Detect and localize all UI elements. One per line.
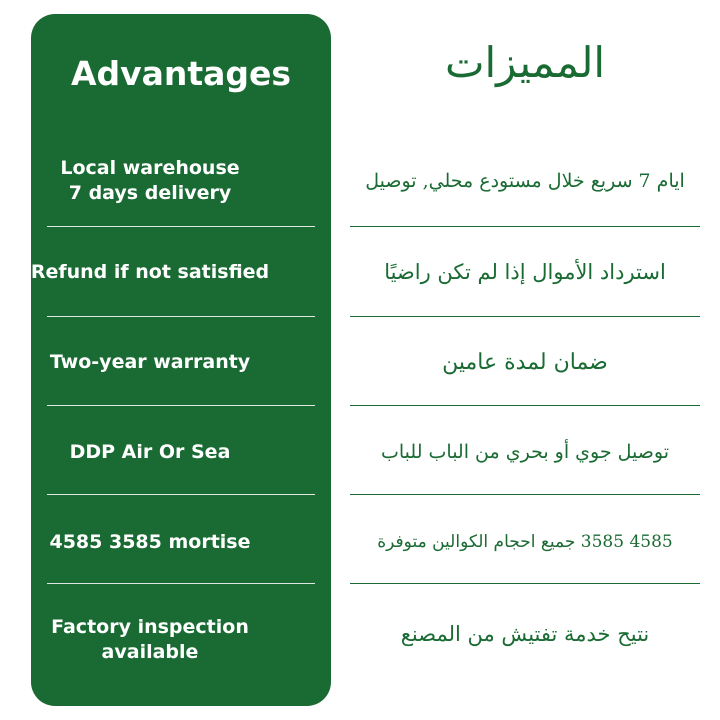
arabic-local-warehouse: ايام 7 سريع خلال مستودع محلي, توصيل — [365, 170, 685, 192]
advantages-title: Advantages — [70, 54, 292, 93]
advantage-divider — [47, 316, 315, 317]
advantage-divider — [47, 583, 315, 584]
arabic-refund: استرداد الأموال إذا لم تكن راضيًا — [384, 260, 666, 284]
arabic-divider — [350, 316, 700, 317]
arabic-factory-inspection: نتيح خدمة تفتيش من المصنع — [400, 622, 650, 646]
advantage-divider — [47, 405, 315, 406]
advantage-ddp: DDP Air Or Sea — [69, 440, 231, 463]
advantage-warranty: Two-year warranty — [49, 350, 251, 373]
arabic-divider — [350, 226, 700, 227]
advantage-mortise: 4585 3585 mortise — [49, 530, 251, 553]
arabic-divider — [350, 405, 700, 406]
advantage-factory-inspection: Factory inspection available — [51, 616, 249, 663]
advantage-refund: Refund if not satisfied — [30, 260, 270, 283]
advantage-divider — [47, 494, 315, 495]
arabic-ddp: توصيل جوي أو بحري من الباب للباب — [381, 441, 669, 463]
advantage-local-warehouse: Local warehouse 7 days delivery — [60, 157, 240, 204]
arabic-title: المميزات — [444, 38, 606, 87]
advantage-divider — [47, 226, 315, 227]
arabic-mortise: 4585 3585 جميع احجام الكوالين متوفرة — [377, 532, 673, 552]
arabic-warranty: ضمان لمدة عامين — [442, 349, 608, 375]
arabic-divider — [350, 494, 700, 495]
arabic-divider — [350, 583, 700, 584]
